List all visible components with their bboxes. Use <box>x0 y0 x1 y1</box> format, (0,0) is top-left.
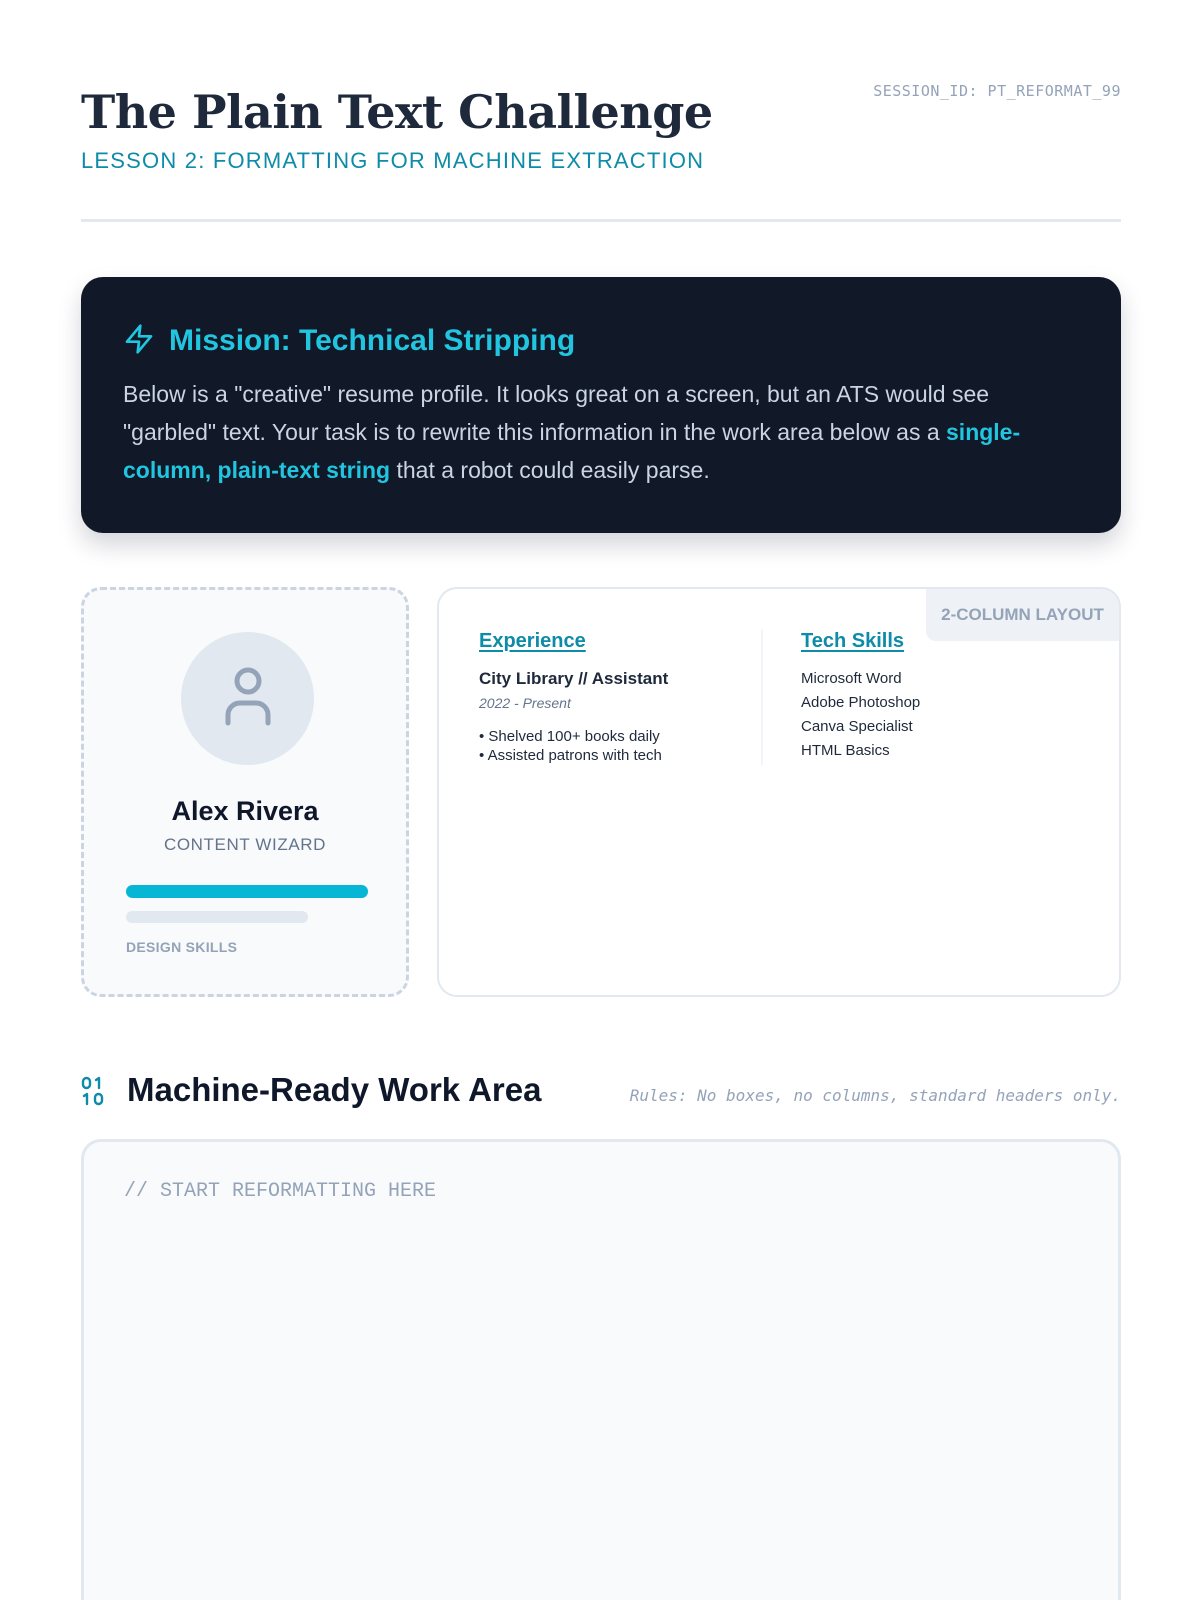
profile-role: CONTENT WIZARD <box>163 835 327 854</box>
job-title: City Library // Assistant <box>479 669 669 688</box>
work-area-rules: Rules: No boxes, no columns, standard headers only. <box>629 1086 1121 1105</box>
mission-text-after: that a robot could easily parse. <box>390 457 710 483</box>
lightning-icon <box>123 323 169 360</box>
profile-card <box>81 587 409 997</box>
reformat-textarea[interactable] <box>124 1180 1078 1580</box>
skill-bar-secondary <box>126 911 308 923</box>
user-icon <box>224 665 272 732</box>
page-header <box>81 0 1121 222</box>
avatar <box>181 632 314 765</box>
page <box>81 0 1121 1108</box>
list-item: • Assisted patrons with tech <box>479 747 662 764</box>
skill-bar-fill <box>126 885 368 898</box>
work-area <box>81 1139 1121 1600</box>
layout-badge: 2-COLUMN LAYOUT <box>926 589 1119 641</box>
mission-text-before: Below is a "creative" resume profile. It looks great on a screen, but an ATS would see "garbled" text. Your task is to rewrite this information in the work area below as a <box>123 381 990 445</box>
page-title: The Plain Text Challenge <box>81 85 713 139</box>
list-item: Adobe Photoshop <box>801 694 921 711</box>
column-divider <box>761 629 763 765</box>
lesson-subtitle: LESSON 2: FORMATTING FOR MACHINE EXTRACTION <box>81 148 705 173</box>
job-bullets <box>479 727 759 765</box>
mission-text-highlight: single-column, plain-text string <box>123 419 1021 483</box>
list-item: Microsoft Word <box>801 670 902 687</box>
experience-column <box>479 629 759 765</box>
skills-heading: Tech Skills <box>801 630 905 652</box>
profile-name: Alex Rivera <box>171 796 319 826</box>
skills-column <box>801 629 1001 763</box>
skills-label: DESIGN SKILLS <box>126 939 238 955</box>
work-area-header <box>81 1070 1121 1110</box>
mission-header <box>123 321 1079 361</box>
skills-list <box>801 667 1001 763</box>
mission-description <box>123 375 1079 489</box>
list-item: Canva Specialist <box>801 718 913 735</box>
mission-title: Mission: Technical Stripping <box>169 324 576 357</box>
list-item: • Shelved 100+ books daily <box>479 728 660 745</box>
list-item: HTML Basics <box>801 742 890 759</box>
skill-bar <box>126 885 368 898</box>
session-id: SESSION_ID: PT_REFORMAT_99 <box>873 82 1121 100</box>
experience-heading: Experience <box>479 630 586 652</box>
mission-card <box>81 277 1121 533</box>
job-date: 2022 - Present <box>479 695 571 711</box>
resume-card <box>437 587 1121 997</box>
work-area-title: Machine-Ready Work Area <box>127 1071 542 1108</box>
